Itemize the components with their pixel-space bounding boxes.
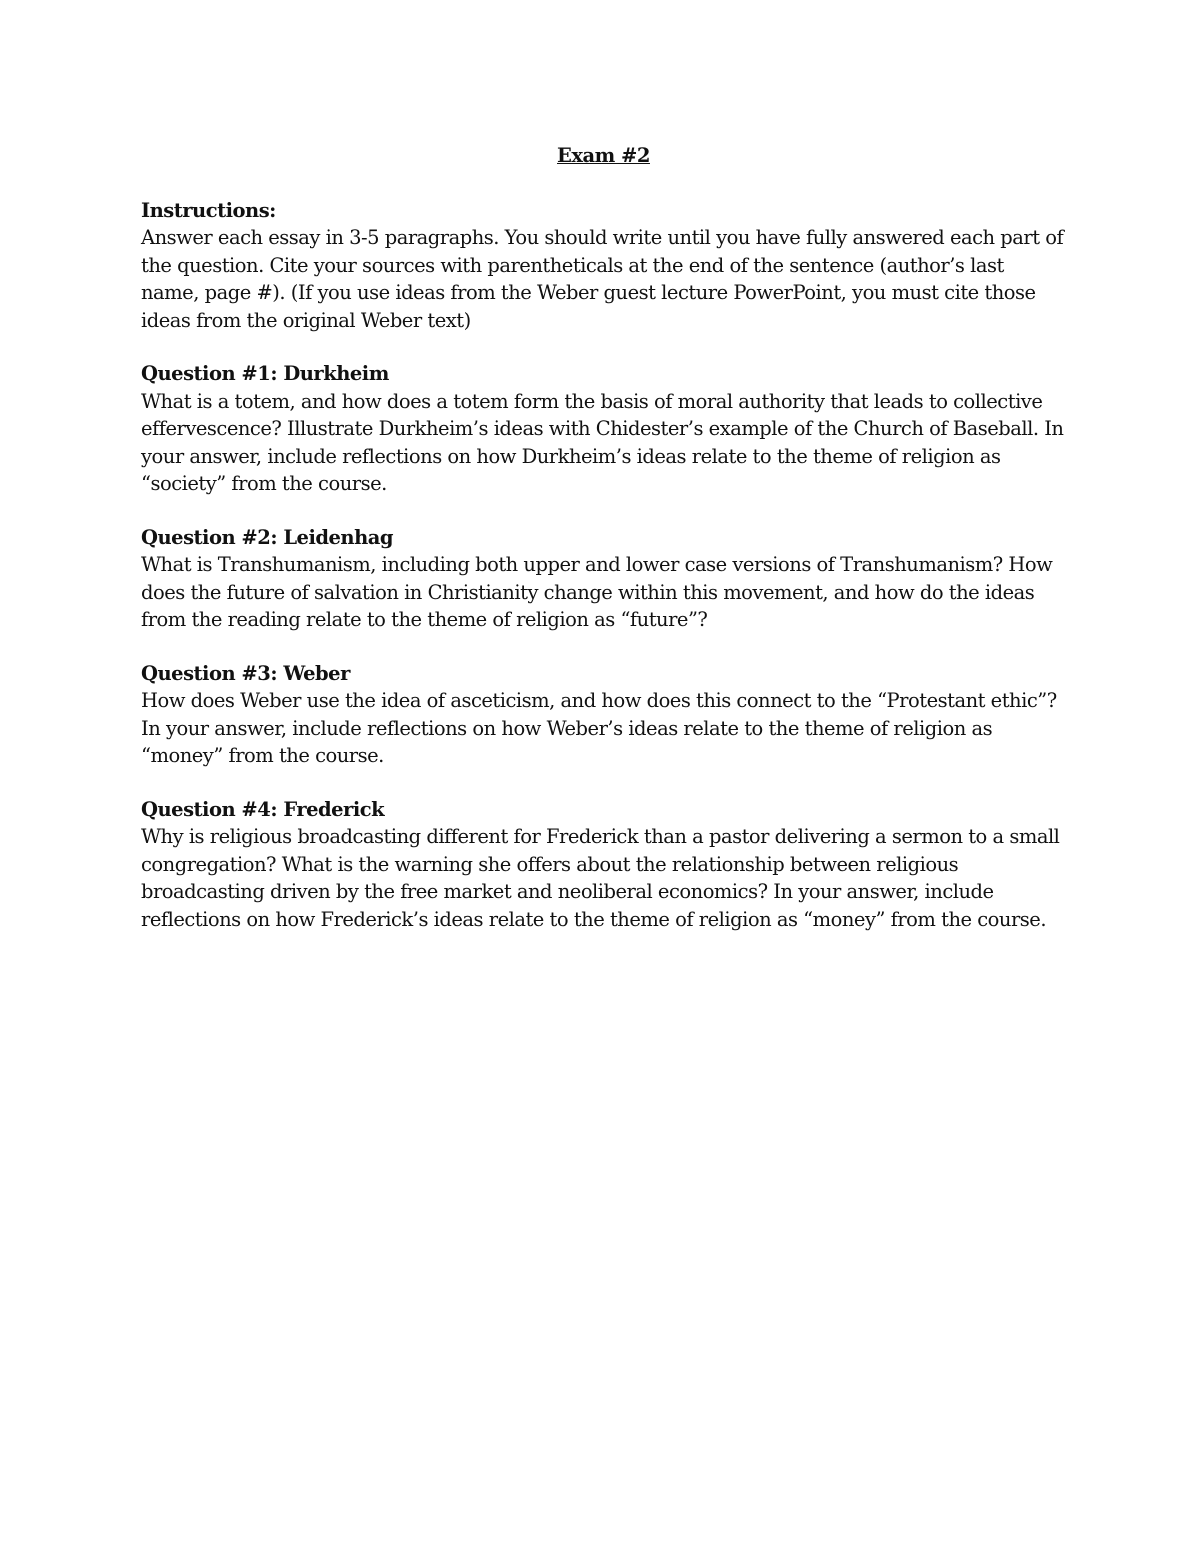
question-1-section xyxy=(141,360,1066,498)
instructions-heading: Instructions: xyxy=(141,198,276,222)
question-3-section xyxy=(141,660,1066,770)
document-content xyxy=(141,142,1066,959)
question-1-heading: Question #1: Durkheim xyxy=(141,362,389,385)
question-2-section xyxy=(141,524,1066,634)
question-3-text: How does Weber use the idea of asceticism, and how does this connect to the “Protestant ethic”? In your answer, include reflections on how Weber’s ideas relate to the theme of religion as “money” from the course. xyxy=(141,689,1057,767)
question-1-text: What is a totem, and how does a totem form the basis of moral authority that leads to collective effervescence? Illustrate Durkheim’s ideas with Chidester’s example of the Church of Baseball. In your answer, include reflections on how Durkheim’s ideas relate to the theme of religion as “society” from the course. xyxy=(141,389,1064,495)
question-4-text: Why is religious broadcasting different for Frederick than a pastor delivering a sermon to a small congregation? What is the warning she offers about the relationship between religious broadcasting driven by the free market and neoliberal economics? In your answer, include reflections on how Frederick’s ideas relate to the theme of religion as “money” from the course. xyxy=(141,825,1060,931)
question-2-text: What is Transhumanism, including both upper and lower case versions of Transhumanism? How does the future of salvation in Christianity change within this movement, and how do the ideas from the reading relate to the theme of religion as “future”? xyxy=(141,553,1053,631)
question-4-heading: Question #4: Frederick xyxy=(141,797,385,821)
question-2-heading: Question #2: Leidenhag xyxy=(141,525,394,549)
question-4-section xyxy=(141,796,1066,934)
question-3-heading: Question #3: Weber xyxy=(141,661,350,685)
page-title: Exam #2 xyxy=(557,144,650,167)
instructions-section xyxy=(141,197,1066,335)
instructions-text: Answer each essay in 3-5 paragraphs. You should write until you have fully answered each part of the question. Cite your sources with parentheticals at the end of the sentence (author’s last name, page #). (If you use ideas from the Weber guest lecture PowerPoint, you must cite those ideas from the original Weber text) xyxy=(141,226,1064,332)
